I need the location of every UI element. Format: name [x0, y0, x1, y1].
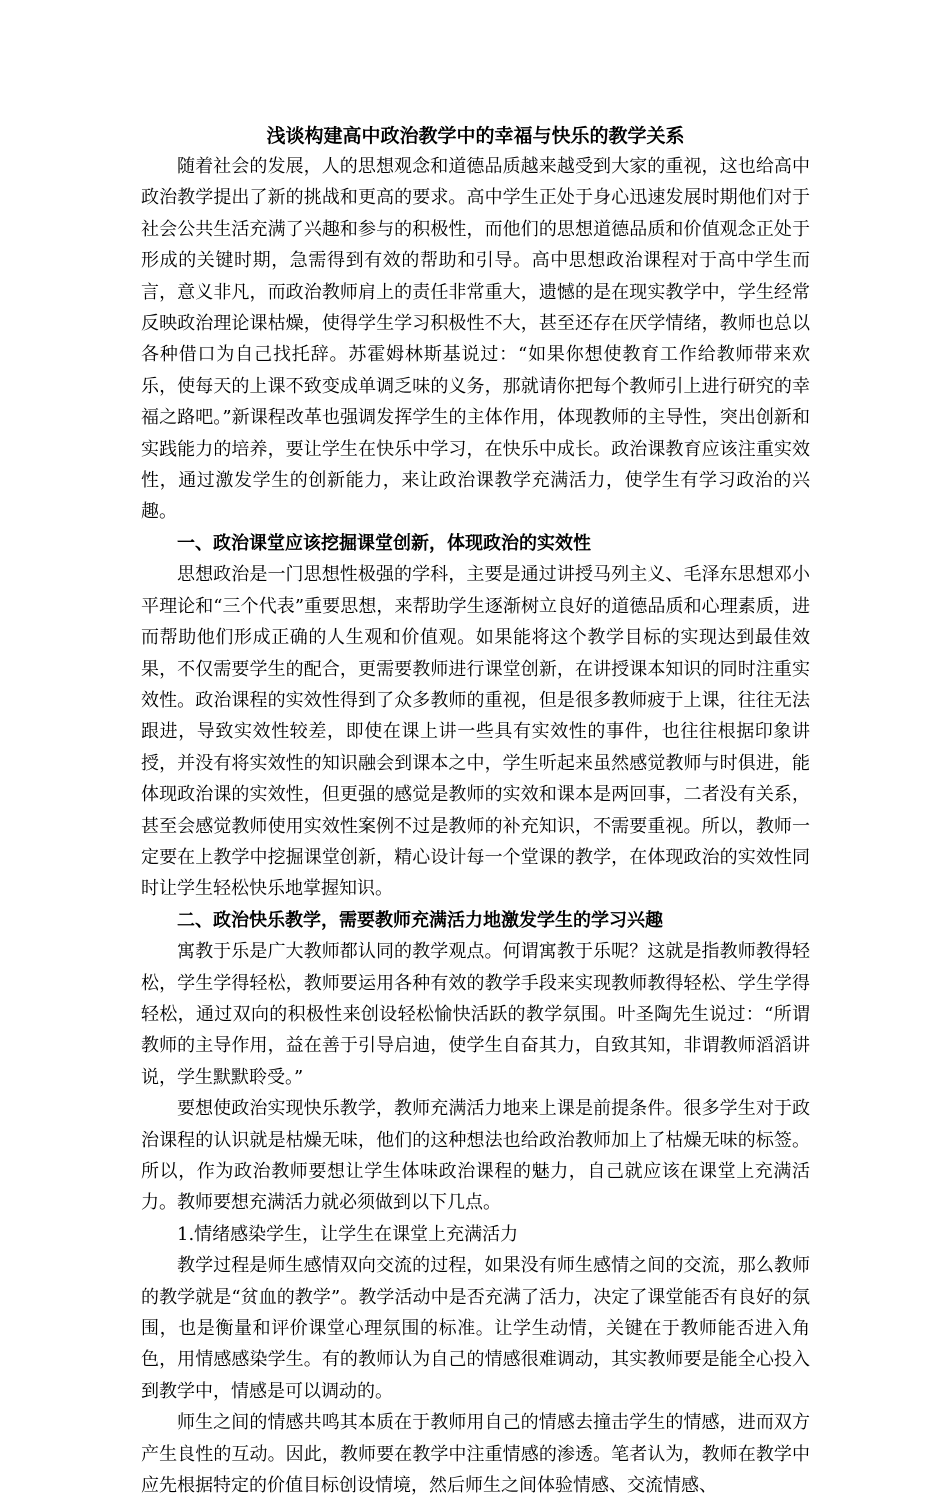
document-title: 浅谈构建高中政治教学中的幸福与快乐的教学关系: [266, 125, 685, 147]
document-body: [141, 121, 810, 1497]
subsection-1-paragraph-1: 教学过程是师生感情双向交流的过程，如果没有师生感情之间的交流，那么教师的教学就是“贫血的教学”。教学活动中是否充满了活力，决定了课堂能否有良好的氛围，也是衡量和评价课堂心理氛围的标准。让学生动情，关键在于教师能否进入角色，用情感感染学生。有的教师认为自己的情感很难调动，其实教师要是能全心投入到教学中，情感是可以调动的。: [141, 1255, 810, 1402]
section-2-paragraph-1: 寓教于乐是广大教师都认同的教学观点。何谓寓教于乐呢？这就是指教师教得轻松，学生学得轻松，教师要运用各种有效的教学手段来实现教师教得轻松、学生学得轻松，通过双向的积极性来创设轻松愉快活跃的教学氛围。叶圣陶先生说过：“所谓教师的主导作用，益在善于引导启迪，使学生自奋其力，自致其知，非谓教师滔滔讲说，学生默默聆受。”: [141, 941, 810, 1088]
section-1-paragraph: 思想政治是一门思想性极强的学科，主要是通过讲授马列主义、毛泽东思想邓小平理论和“三个代表”重要思想，来帮助学生逐渐树立良好的道德品质和心理素质，进而帮助他们形成正确的人生观和价值观。如果能将这个教学目标的实现达到最佳效果，不仅需要学生的配合，更需要教师进行课堂创新，在讲授课本知识的同时注重实效性。政治课程的实效性得到了众多教师的重视，但是很多教师疲于上课，往往无法跟进，导致实效性较差，即使在课上讲一些具有实效性的事件，也往往根据印象讲授，并没有将实效性的知识融会到课本之中，学生听起来虽然感觉教师与时俱进，能体现政治课的实效性，但更强的感觉是教师的实效和课本是两回事，二者没有关系，甚至会感觉教师使用实效性案例不过是教师的补充知识，不需要重视。所以，教师一定要在上教学中挖掘课堂创新，精心设计每一个堂课的教学，在体现政治的实效性同时让学生轻松快乐地掌握知识。: [141, 564, 810, 900]
section-2-paragraph-2: 要想使政治实现快乐教学，教师充满活力地来上课是前提条件。很多学生对于政治课程的认识就是枯燥无味，他们的这种想法也给政治教师加上了枯燥无味的标签。所以，作为政治教师要想让学生体味政治课程的魅力，自己就应该在课堂上充满活力。教师要想充满活力就必须做到以下几点。: [141, 1098, 810, 1214]
subsection-1-heading: 1.情绪感染学生，让学生在课堂上充满活力: [177, 1223, 519, 1245]
subsection-1-paragraph-2: 师生之间的情感共鸣其本质在于教师用自己的情感去撞击学生的情感，进而双方产生良性的互动。因此，教师要在教学中注重情感的渗透。笔者认为，教师在教学中应先根据特定的价值目标创设情境，然后师生之间体验情感、交流情感、: [141, 1412, 810, 1497]
intro-paragraph: 随着社会的发展，人的思想观念和道德品质越来越受到大家的重视，这也给高中政治教学提出了新的挑战和更高的要求。高中学生正处于身心迅速发展时期他们对于社会公共生活充满了兴趣和参与的积极性，而他们的思想道德品质和价值观念正处于形成的关键时期，急需得到有效的帮助和引导。高中思想政治课程对于高中学生而言，意义非凡，而政治教师肩上的责任非常重大，遗憾的是在现实教学中，学生经常反映政治理论课枯燥，使得学生学习积极性不大，甚至还存在厌学情绪，教师也总以各种借口为自己找托辞。苏霍姆林斯基说过：“如果你想使教育工作给教师带来欢乐，使每天的上课不致变成单调乏味的义务，那就请你把每个教师引上进行研究的幸福之路吧。”新课程改革也强调发挥学生的主体作用，体现教师的主导性，突出创新和实践能力的培养，要让学生在快乐中学习，在快乐中成长。政治课教育应该注重实效性，通过激发学生的创新能力，来让政治课教学充满活力，使学生有学习政治的兴趣。: [141, 156, 810, 523]
section-1-heading: 一、政治课堂应该挖掘课堂创新，体现政治的实效性: [177, 532, 591, 554]
section-2-heading: 二、政治快乐教学，需要教师充满活力地激发学生的学习兴趣: [177, 909, 663, 931]
